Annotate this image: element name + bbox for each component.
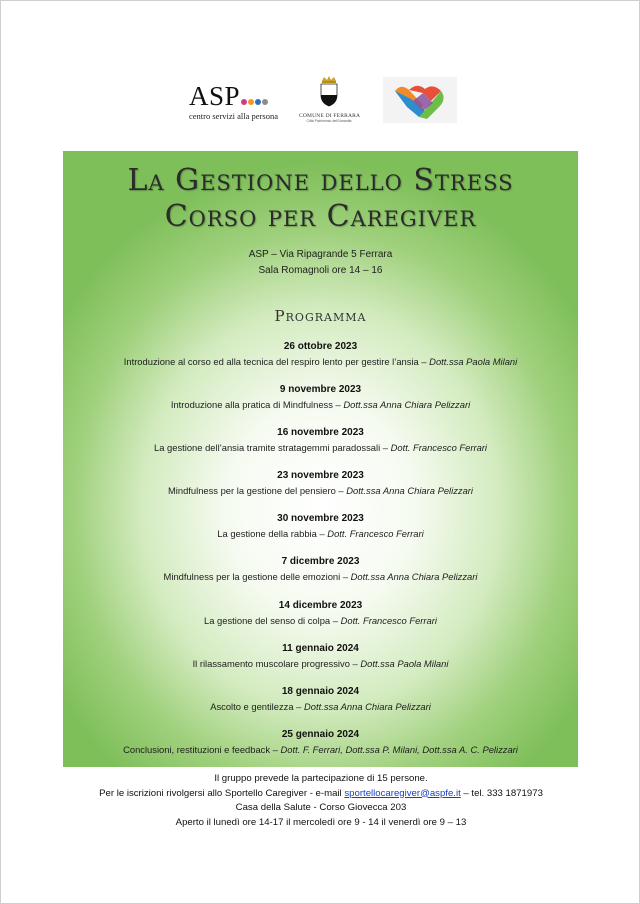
session-separator: –: [349, 657, 361, 669]
footer-participants: Il gruppo prevede la partecipazione di 15 persone.: [214, 773, 428, 784]
session-separator: –: [293, 700, 305, 712]
comune-logo-subtitle: Città Patrimonio dell'Umanità: [306, 119, 352, 123]
hearts-icon: [383, 77, 457, 123]
session-description: [63, 527, 578, 540]
session-date: 14 dicembre 2023: [278, 599, 363, 611]
session-topic: La gestione della rabbia: [217, 528, 317, 540]
asp-logo: [189, 83, 289, 123]
session-topic: Ascolto e gentilezza: [210, 700, 294, 712]
hearts-logo: [383, 77, 457, 123]
session-date: 16 novembre 2023: [277, 427, 364, 439]
session-speaker: Dott.ssa Paola Milani: [429, 356, 518, 367]
session-topic: Il rilassamento muscolare progressivo: [192, 657, 350, 669]
session-speaker: Dott.ssa Anna Chiara Pelizzari: [350, 571, 478, 583]
footer-info: [1, 772, 640, 830]
session-description: [63, 700, 578, 713]
session-topic: Introduzione alla pratica di Mindfulness: [170, 399, 333, 411]
venue-room-time: Sala Romagnoli ore 14 – 16: [258, 265, 383, 276]
footer-contact-prefix: Per le iscrizioni rivolgersi allo Sportello Caregiver - e-mail: [99, 787, 345, 799]
session-topic: Mindfulness per la gestione del pensiero: [167, 485, 336, 497]
title-line-1: La Gestione dello Stress: [127, 163, 514, 198]
logo-bar: [1, 75, 640, 125]
session-description: [63, 355, 578, 368]
comune-logo: [299, 75, 359, 125]
session-item: [63, 469, 578, 512]
session-date: 9 novembre 2023: [279, 384, 362, 396]
session-separator: –: [332, 399, 344, 411]
title-line-2: Corso per Caregiver: [164, 199, 477, 234]
session-description: [63, 484, 578, 497]
session-topic: Conclusioni, restituzioni e feedback: [123, 743, 271, 755]
session-speaker: Dott. F. Ferrari, Dott.ssa P. Milani, Dott.ssa A. C. Pelizzari: [280, 743, 518, 755]
session-item: [63, 340, 578, 383]
session-list: [63, 340, 578, 771]
session-speaker: Dott. Francesco Ferrari: [340, 614, 437, 626]
session-separator: –: [418, 356, 430, 367]
session-date: 23 novembre 2023: [277, 470, 364, 482]
session-topic: La gestione dell’ansia tramite stratagemmi paradossali: [154, 442, 381, 454]
crest-icon: [317, 75, 341, 107]
footer-opening-hours: Aperto il lunedì ore 14-17 il mercoledì ore 9 - 14 il venerdì ore 9 – 13: [175, 816, 467, 828]
session-speaker: Dott.ssa Anna Chiara Pelizzari: [346, 485, 474, 497]
session-description: [63, 570, 578, 583]
session-separator: –: [380, 442, 391, 454]
session-date: 18 gennaio 2024: [281, 685, 360, 697]
venue-address: ASP – Via Ripagrande 5 Ferrara: [248, 249, 393, 260]
session-separator: –: [335, 485, 347, 497]
session-topic: Introduzione al corso ed alla tecnica del respiro lento per gestire l’ansia: [123, 356, 419, 367]
session-item: [63, 642, 578, 685]
footer-contact-phone: – tel. 333 1871973: [460, 787, 543, 799]
session-description: [63, 657, 578, 670]
session-speaker: Dott.ssa Anna Chiara Pelizzari: [343, 399, 471, 411]
session-description: [63, 743, 578, 756]
footer-contact: [1, 787, 640, 802]
session-topic: La gestione del senso di colpa: [204, 614, 331, 626]
session-date: 26 ottobre 2023: [283, 341, 358, 352]
session-date: 7 dicembre 2023: [281, 556, 360, 568]
session-item: [63, 685, 578, 728]
session-separator: –: [340, 571, 351, 583]
comune-logo-name: COMUNE DI FERRARA: [299, 113, 361, 119]
session-item: [63, 512, 578, 555]
asp-logo-name: ASP: [189, 81, 241, 111]
programma-heading: Programma: [274, 307, 367, 325]
footer-location: Casa della Salute - Corso Giovecca 203: [235, 802, 407, 813]
session-item: [63, 599, 578, 642]
email-link[interactable]: sportellocaregiver@aspfe.it: [344, 787, 461, 799]
session-separator: –: [316, 528, 328, 540]
session-date: 25 gennaio 2024: [281, 728, 360, 740]
session-description: [63, 614, 578, 627]
session-date: 30 novembre 2023: [277, 513, 364, 525]
session-item: [63, 383, 578, 426]
session-speaker: Dott.ssa Paola Milani: [360, 657, 449, 669]
asp-logo-subtitle: centro servizi alla persona: [189, 111, 278, 121]
session-description: [63, 441, 578, 454]
session-separator: –: [270, 743, 281, 755]
session-separator: –: [330, 614, 341, 626]
session-date: 11 gennaio 2024: [282, 642, 359, 654]
session-item: [63, 426, 578, 469]
session-item: [63, 728, 578, 771]
session-speaker: Dott.ssa Anna Chiara Pelizzari: [304, 700, 431, 712]
course-banner: [63, 151, 578, 767]
session-topic: Mindfulness per la gestione delle emozioni: [163, 571, 341, 583]
session-speaker: Dott. Francesco Ferrari: [390, 442, 487, 454]
session-description: [63, 398, 578, 411]
session-speaker: Dott. Francesco Ferrari: [327, 528, 424, 540]
asp-dots-icon: [241, 83, 269, 109]
session-item: [63, 555, 578, 598]
